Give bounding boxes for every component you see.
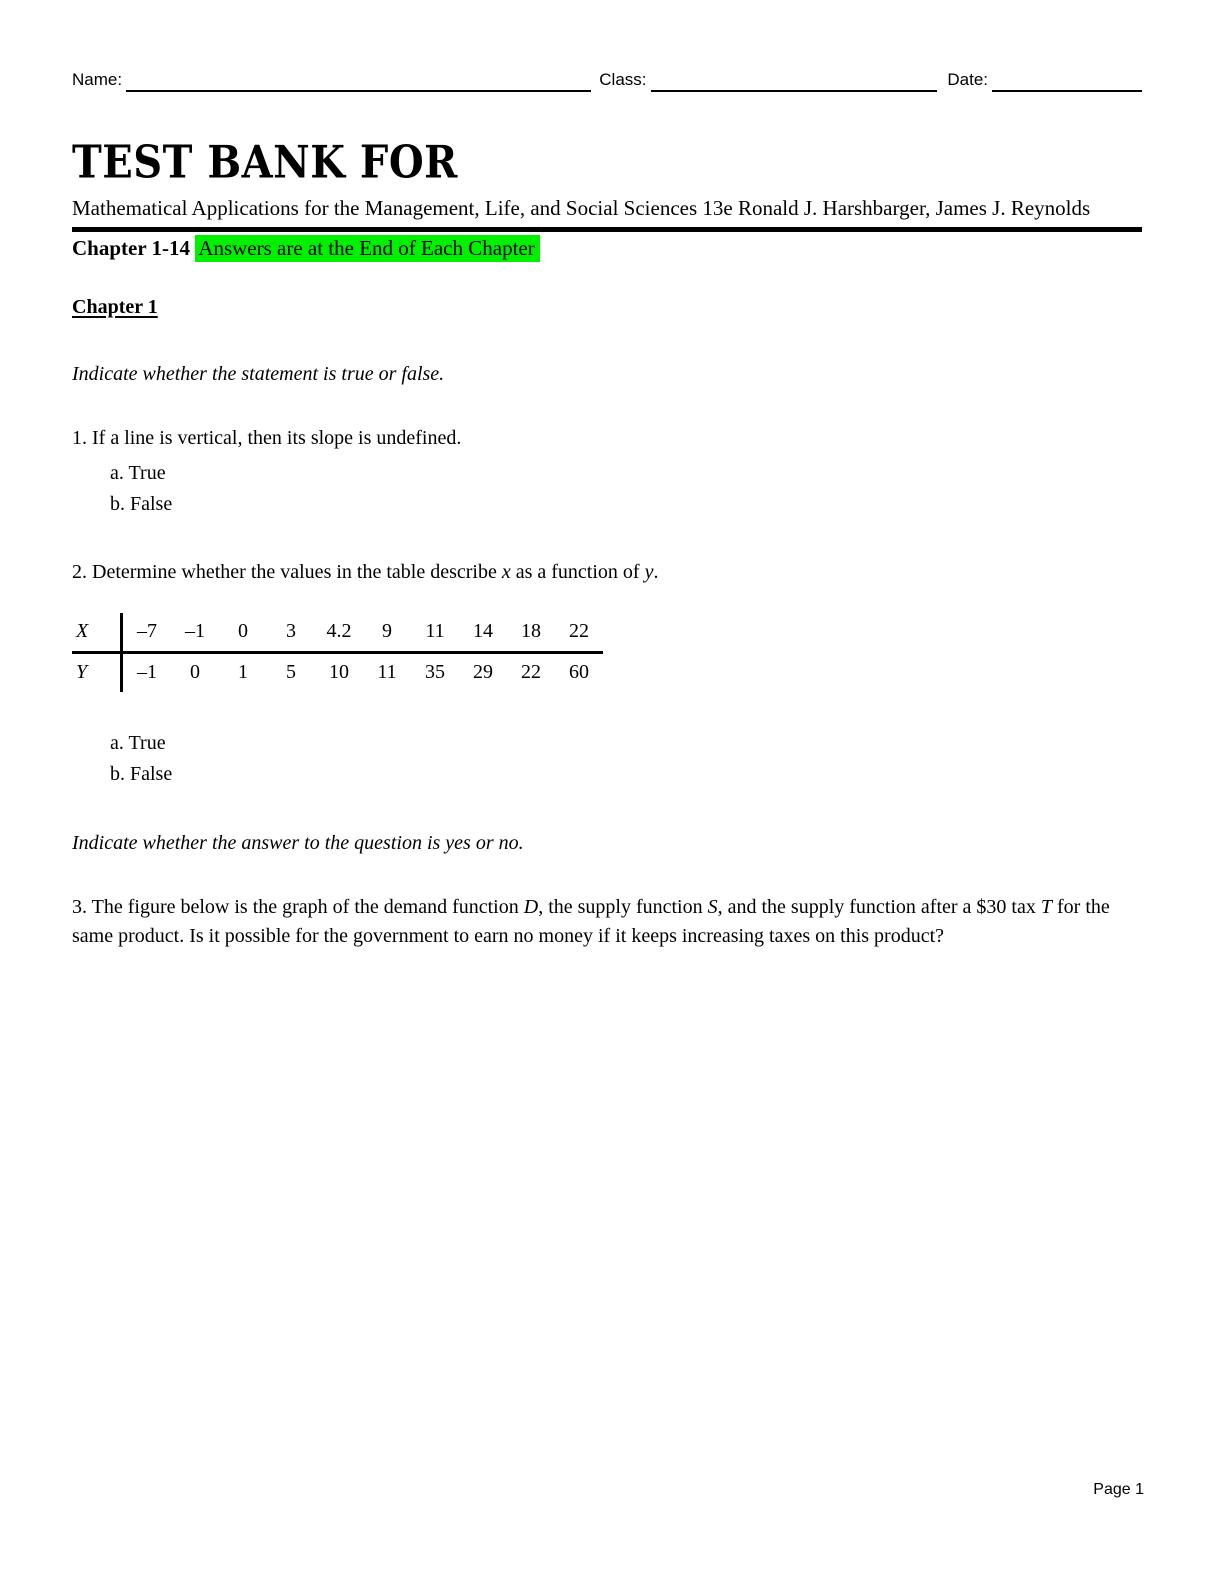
table-cell: –1 (171, 613, 219, 653)
instruction-true-false: Indicate whether the statement is true or false. (72, 363, 445, 386)
table-cell: 10 (329, 661, 349, 684)
name-blank-line (126, 72, 591, 92)
variable-y: y (644, 561, 654, 584)
table-cell: 35 (425, 661, 445, 684)
table-cell: 5 (286, 661, 296, 684)
table-cell: 1 (238, 661, 248, 684)
table-cell: 3 (267, 613, 315, 653)
name-label: Name: (72, 70, 123, 89)
table-cell: 60 (569, 661, 589, 684)
row-label-y: Y (72, 653, 122, 693)
table-cell: 9 (363, 613, 411, 653)
variable-x: x (501, 561, 511, 584)
document-subtitle: Mathematical Applications for the Management, Life, and Social Sciences 13e Ronald J. Harshbarger, James J. Reynolds (72, 196, 1091, 221)
question-1-text: 1. If a line is vertical, then its slope is undefined. (72, 427, 462, 450)
table-cell: 11 (411, 613, 459, 653)
row-label-x: X (72, 613, 122, 653)
question-3-text (72, 893, 1142, 951)
table-cell: 0 (190, 661, 200, 684)
instruction-yes-no: Indicate whether the answer to the question is yes or no. (72, 832, 524, 855)
question-2-text-part: 2. Determine whether the values in the table describe (72, 561, 502, 584)
question-3 (72, 893, 1142, 951)
horizontal-rule (72, 227, 1142, 232)
tax-supply-symbol: T (1040, 896, 1052, 919)
class-label: Class: (599, 70, 647, 89)
choice-b: b. False (110, 763, 173, 786)
table-cell: 0 (219, 613, 267, 653)
page-content (72, 70, 1142, 951)
table-cell: 22 (555, 613, 603, 653)
question-2-text-part: . (653, 561, 659, 584)
table-row-y (72, 653, 603, 693)
table-row-x (72, 613, 603, 653)
fill-in-header (72, 70, 1142, 92)
question-2-text-part: as a function of (510, 561, 645, 584)
question-3-text-part: for the same product. Is it possible for the government to earn no money if it keeps increasing taxes on this product? (72, 896, 1110, 948)
question-2-choices (110, 728, 1142, 790)
chapter-range-label: Chapter 1-14 (72, 236, 191, 261)
choice-a: a. True (110, 732, 166, 755)
supply-function-symbol: S (707, 896, 718, 919)
choice-a: a. True (110, 462, 166, 485)
page-number: Page 1 (1093, 1481, 1144, 1498)
question-2 (72, 558, 1142, 790)
class-blank-line (651, 72, 938, 92)
table-cell: 22 (521, 661, 541, 684)
question-3-text-part: , and the supply function after a $30 tax (717, 896, 1041, 919)
section-heading-chapter-1: Chapter 1 (72, 296, 158, 319)
question-1 (72, 424, 1142, 520)
question-3-text-part: 3. The figure below is the graph of the demand function (72, 896, 524, 919)
table-cell: 4.2 (315, 613, 363, 653)
question-2-text (72, 558, 1142, 587)
date-label: Date: (947, 70, 988, 89)
table-cell: 29 (473, 661, 493, 684)
table-cell: –1 (137, 661, 157, 684)
question-3-text-part: , the supply function (538, 896, 708, 919)
highlighted-answers-note: Answers are at the End of Each Chapter (195, 235, 539, 262)
table-cell: 11 (377, 661, 397, 684)
choice-b: b. False (110, 493, 173, 516)
table-cell: –7 (122, 613, 172, 653)
date-blank-line (992, 72, 1142, 92)
question-1-choices (110, 458, 1142, 520)
document-title: TEST BANK FOR (72, 136, 458, 190)
xy-values-table (72, 613, 603, 692)
demand-function-symbol: D (523, 896, 539, 919)
table-cell: 14 (459, 613, 507, 653)
table-cell: 18 (507, 613, 555, 653)
chapter-range-line (72, 235, 1142, 262)
